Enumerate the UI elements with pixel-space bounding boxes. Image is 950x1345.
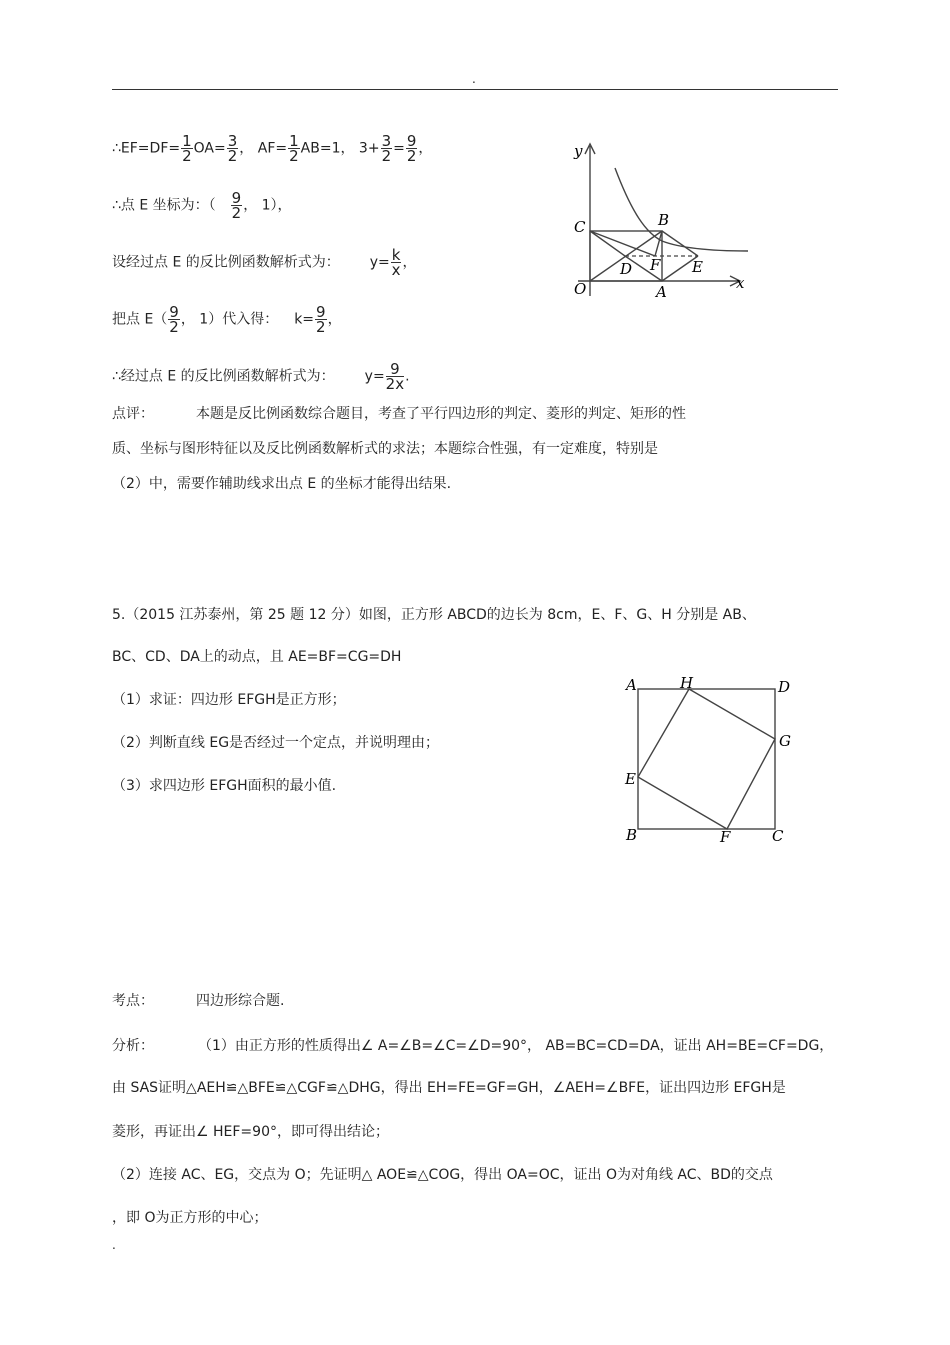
text: ， 1）， (243, 197, 292, 214)
text: k= (294, 311, 315, 328)
label-x: x (736, 274, 745, 292)
solution-line-5 (112, 362, 410, 391)
text: = (393, 140, 405, 157)
label-D: D (620, 260, 633, 278)
kaodian-line (112, 991, 284, 1011)
fenxi-line-3: 菱形，再证出∠ HEF=90°，即可得出结论； (112, 1124, 389, 1140)
fenxi-label: 分析： (112, 1038, 154, 1054)
fenxi-line-4: （2）连接 AC、EG，交点为 O；先证明△ AOE≌△COG，得出 OA=OC，证出 O为对角线 AC、BD的交点 (112, 1167, 773, 1183)
numerator: k (391, 246, 401, 264)
problem5-q3: （3）求四边形 EFGH面积的最小值. (112, 778, 337, 794)
denominator: 2 (169, 318, 179, 336)
label-B: B (626, 826, 638, 844)
label-D: D (778, 678, 791, 696)
text: 把点 E（ (112, 311, 168, 328)
denominator: 2 (406, 147, 417, 165)
text: ∴EF=DF= (112, 140, 181, 157)
figure-coordinate-diagram (560, 138, 750, 300)
solution-line-3 (112, 248, 416, 277)
text: ， AF= (239, 140, 288, 157)
fenxi-text: （1）由正方形的性质得出∠ A=∠B=∠C=∠D=90°， AB=BC=CD=DA，证出 AH=BE=CF=DG， (198, 1038, 834, 1054)
problem5-line-1: 5.（2015 江苏泰州，第 25 题 12 分）如图，正方形 ABCD的边长为 8cm，E、F、G、H 分别是 AB、 (112, 607, 756, 623)
footer-dot: . (112, 1238, 116, 1252)
label-G: G (779, 732, 791, 750)
kaodian-text: 四边形综合题. (196, 993, 285, 1009)
text: ， 1）代入得： (180, 311, 279, 328)
denominator: 2 (182, 147, 192, 165)
numerator: 9 (169, 303, 179, 321)
numerator: 1 (182, 132, 192, 150)
comment-line-3: （2）中，需要作辅助线求出点 E 的坐标才能得出结果. (112, 476, 452, 492)
text: ， (327, 311, 342, 328)
label-A: A (656, 283, 667, 300)
denominator: x (391, 261, 401, 279)
text: . (405, 368, 410, 385)
text: ∴点 E 坐标为：（ (112, 197, 216, 214)
text: ∴经过点 E 的反比例函数解析式为： (112, 368, 335, 385)
square-EFGH (638, 689, 775, 829)
fraction (168, 305, 180, 334)
comment-label: 点评： (112, 406, 154, 422)
label-y: y (574, 142, 583, 160)
denominator: 2 (381, 147, 392, 165)
denominator: 2 (227, 147, 238, 165)
fenxi-line-2: 由 SAS证明△AEH≌△BFE≌△CGF≌△DHG，得出 EH=FE=GF=GH，∠AEH=∠BFE，证出四边形 EFGH是 (112, 1080, 786, 1096)
label-E: E (692, 258, 703, 276)
label-C: C (574, 218, 586, 236)
fraction (288, 134, 300, 163)
fraction (386, 362, 404, 391)
fraction (315, 305, 327, 334)
header-rule (112, 89, 838, 90)
text: y= (369, 254, 390, 271)
label-C: C (772, 827, 784, 845)
label-E: E (625, 770, 636, 788)
kaodian-label: 考点： (112, 993, 154, 1009)
numerator: 9 (386, 362, 404, 377)
fenxi-line-1 (112, 1036, 833, 1056)
comment-line-2: 质、坐标与图形特征以及反比例函数解析式的求法；本题综合性强，有一定难度，特别是 (112, 441, 658, 457)
denominator: 2 (316, 318, 326, 336)
numerator: 1 (289, 132, 299, 150)
text: ， (402, 254, 417, 271)
fenxi-line-5: ，即 O为正方形的中心； (112, 1210, 268, 1226)
denominator: 2x (385, 375, 405, 393)
label-F: F (650, 256, 661, 274)
fraction (406, 134, 418, 163)
problem5-line-2: BC、CD、DA上的动点，且 AE=BF=CG=DH (112, 649, 402, 665)
text: OA= (193, 140, 226, 157)
denominator: 2 (231, 204, 242, 222)
fraction (381, 134, 393, 163)
label-H: H (680, 674, 694, 692)
numerator: 3 (227, 132, 238, 150)
numerator: 9 (406, 132, 417, 150)
segment-CD (590, 231, 625, 256)
segment-CF (590, 231, 655, 256)
solution-line-1 (112, 134, 432, 163)
text: y= (364, 368, 385, 385)
label-O: O (574, 280, 587, 298)
denominator: 2 (289, 147, 299, 165)
comment-text: 本题是反比例函数综合题目，考查了平行四边形的判定、菱形的判定、矩形的性 (196, 406, 686, 422)
text: ， (418, 140, 433, 157)
label-B: B (658, 211, 670, 229)
figure-square-diagram (620, 674, 800, 846)
label-A: A (626, 676, 637, 694)
numerator: 9 (231, 189, 242, 207)
label-F: F (720, 828, 731, 846)
numerator: 3 (381, 132, 392, 150)
text: 设经过点 E 的反比例函数解析式为： (112, 254, 340, 271)
comment-line-1 (112, 404, 686, 424)
hyperbola-curve (615, 168, 748, 251)
header-dot: . (472, 72, 476, 86)
solution-line-2 (112, 191, 292, 220)
text: AB=1， 3+ (300, 140, 380, 157)
solution-line-4 (112, 305, 342, 334)
problem5-q2: （2）判断直线 EG是否经过一个定点，并说明理由； (112, 735, 440, 751)
numerator: 9 (316, 303, 326, 321)
fraction (391, 248, 402, 277)
square-ABCD (638, 689, 775, 829)
fraction (227, 134, 239, 163)
fraction (231, 191, 243, 220)
fraction (181, 134, 193, 163)
problem5-q1: （1）求证：四边形 EFGH是正方形； (112, 692, 346, 708)
